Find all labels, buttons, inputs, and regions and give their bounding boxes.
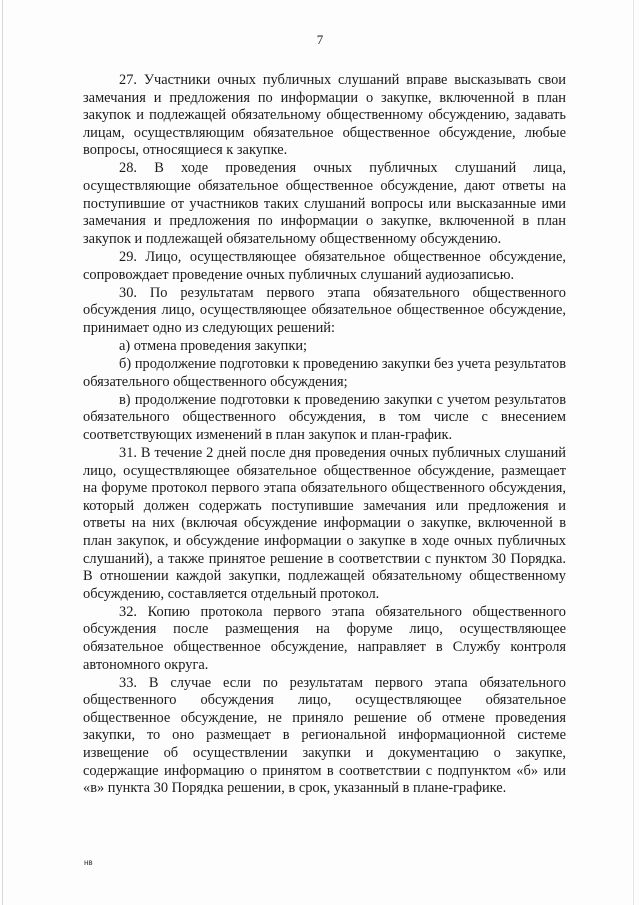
paragraph-27: 27. Участники очных публичных слушаний вправе высказывать свои замечания и предложения по информации о закупке, включенной в план закупок и подлежащей обязательному общественному обсуждению, задавать лицам, осуществляющим обязательное общественное обсуждение, любые вопросы, относящиеся к закупке. [83,72,566,159]
paragraph-32: 32. Копию протокола первого этапа обязательного общественного обсуждения после размещения на форуме лицо, осуществляющее обязательное общественное обсуждение, направляет в Службу контроля автономного округа. [83,603,566,673]
footer-code: нв [84,858,93,867]
document-body [83,72,566,798]
paragraph-30-item-b: б) продолжение подготовки к проведению закупки без учета результатов обязательного общественного обсуждения; [83,356,566,390]
page-number: 7 [316,32,324,47]
paragraph-30-item-a: а) отмена проведения закупки; [119,337,308,354]
paragraph-28: 28. В ходе проведения очных публичных слушаний лица, осуществляющие обязательное общественное обсуждение, дают ответы на поступившие от участников таких слушаний вопросы или высказанные ими замечания и предложения по информации о закупке, включенной в план закупок и подлежащей обязательному общественному обсуждению. [83,160,566,247]
scan-edge-right [633,0,634,905]
paragraph-29: 29. Лицо, осуществляющее обязательное общественное обсуждение, сопровождает проведение очных публичных слушаний аудиозаписью. [83,248,566,283]
paragraph-30: 30. По результатам первого этапа обязательного общественного обсуждения лицо, осуществляющее обязательное общественное обсуждение, принимает одно из следующих решений: [83,284,566,336]
paragraph-33: 33. В случае если по результатам первого этапа обязательного общественного обсуждения лицо, осуществляющее обязательное общественное обсуждение, не приняло решение об отмене проведения закупки, то оно размещает в региональной информационной системе извещение об осуществлении закупки и документацию о закупке, содержащие информацию о принятом в соответствии с подпунктом «б» или «в» пункта 30 Порядка решении, в срок, указанный в плане-графике. [83,674,566,797]
paragraph-30-item-v: в) продолжение подготовки к проведению закупки с учетом результатов обязательного общественного обсуждения, в том числе с внесением соответствующих изменений в план закупок и план-график. [83,391,566,443]
scan-edge-left [2,0,3,905]
paragraph-31: 31. В течение 2 дней после дня проведения очных публичных слушаний лицо, осуществляющее обязательное общественное обсуждение, размещает на форуме протокол первого этапа обязательного общественного обсуждения, который должен содержать поступившие замечания или предложения и ответы на них (включая обсуждение информации о закупке, включенной в план закупок, и обсуждение информации о закупке в ходе очных публичных слушаний), а также принятое решение в соответствии с пунктом 30 Порядка. В отношении каждой закупки, подлежащей обязательному общественному обсуждению, составляется отдельный протокол. [83,444,566,602]
